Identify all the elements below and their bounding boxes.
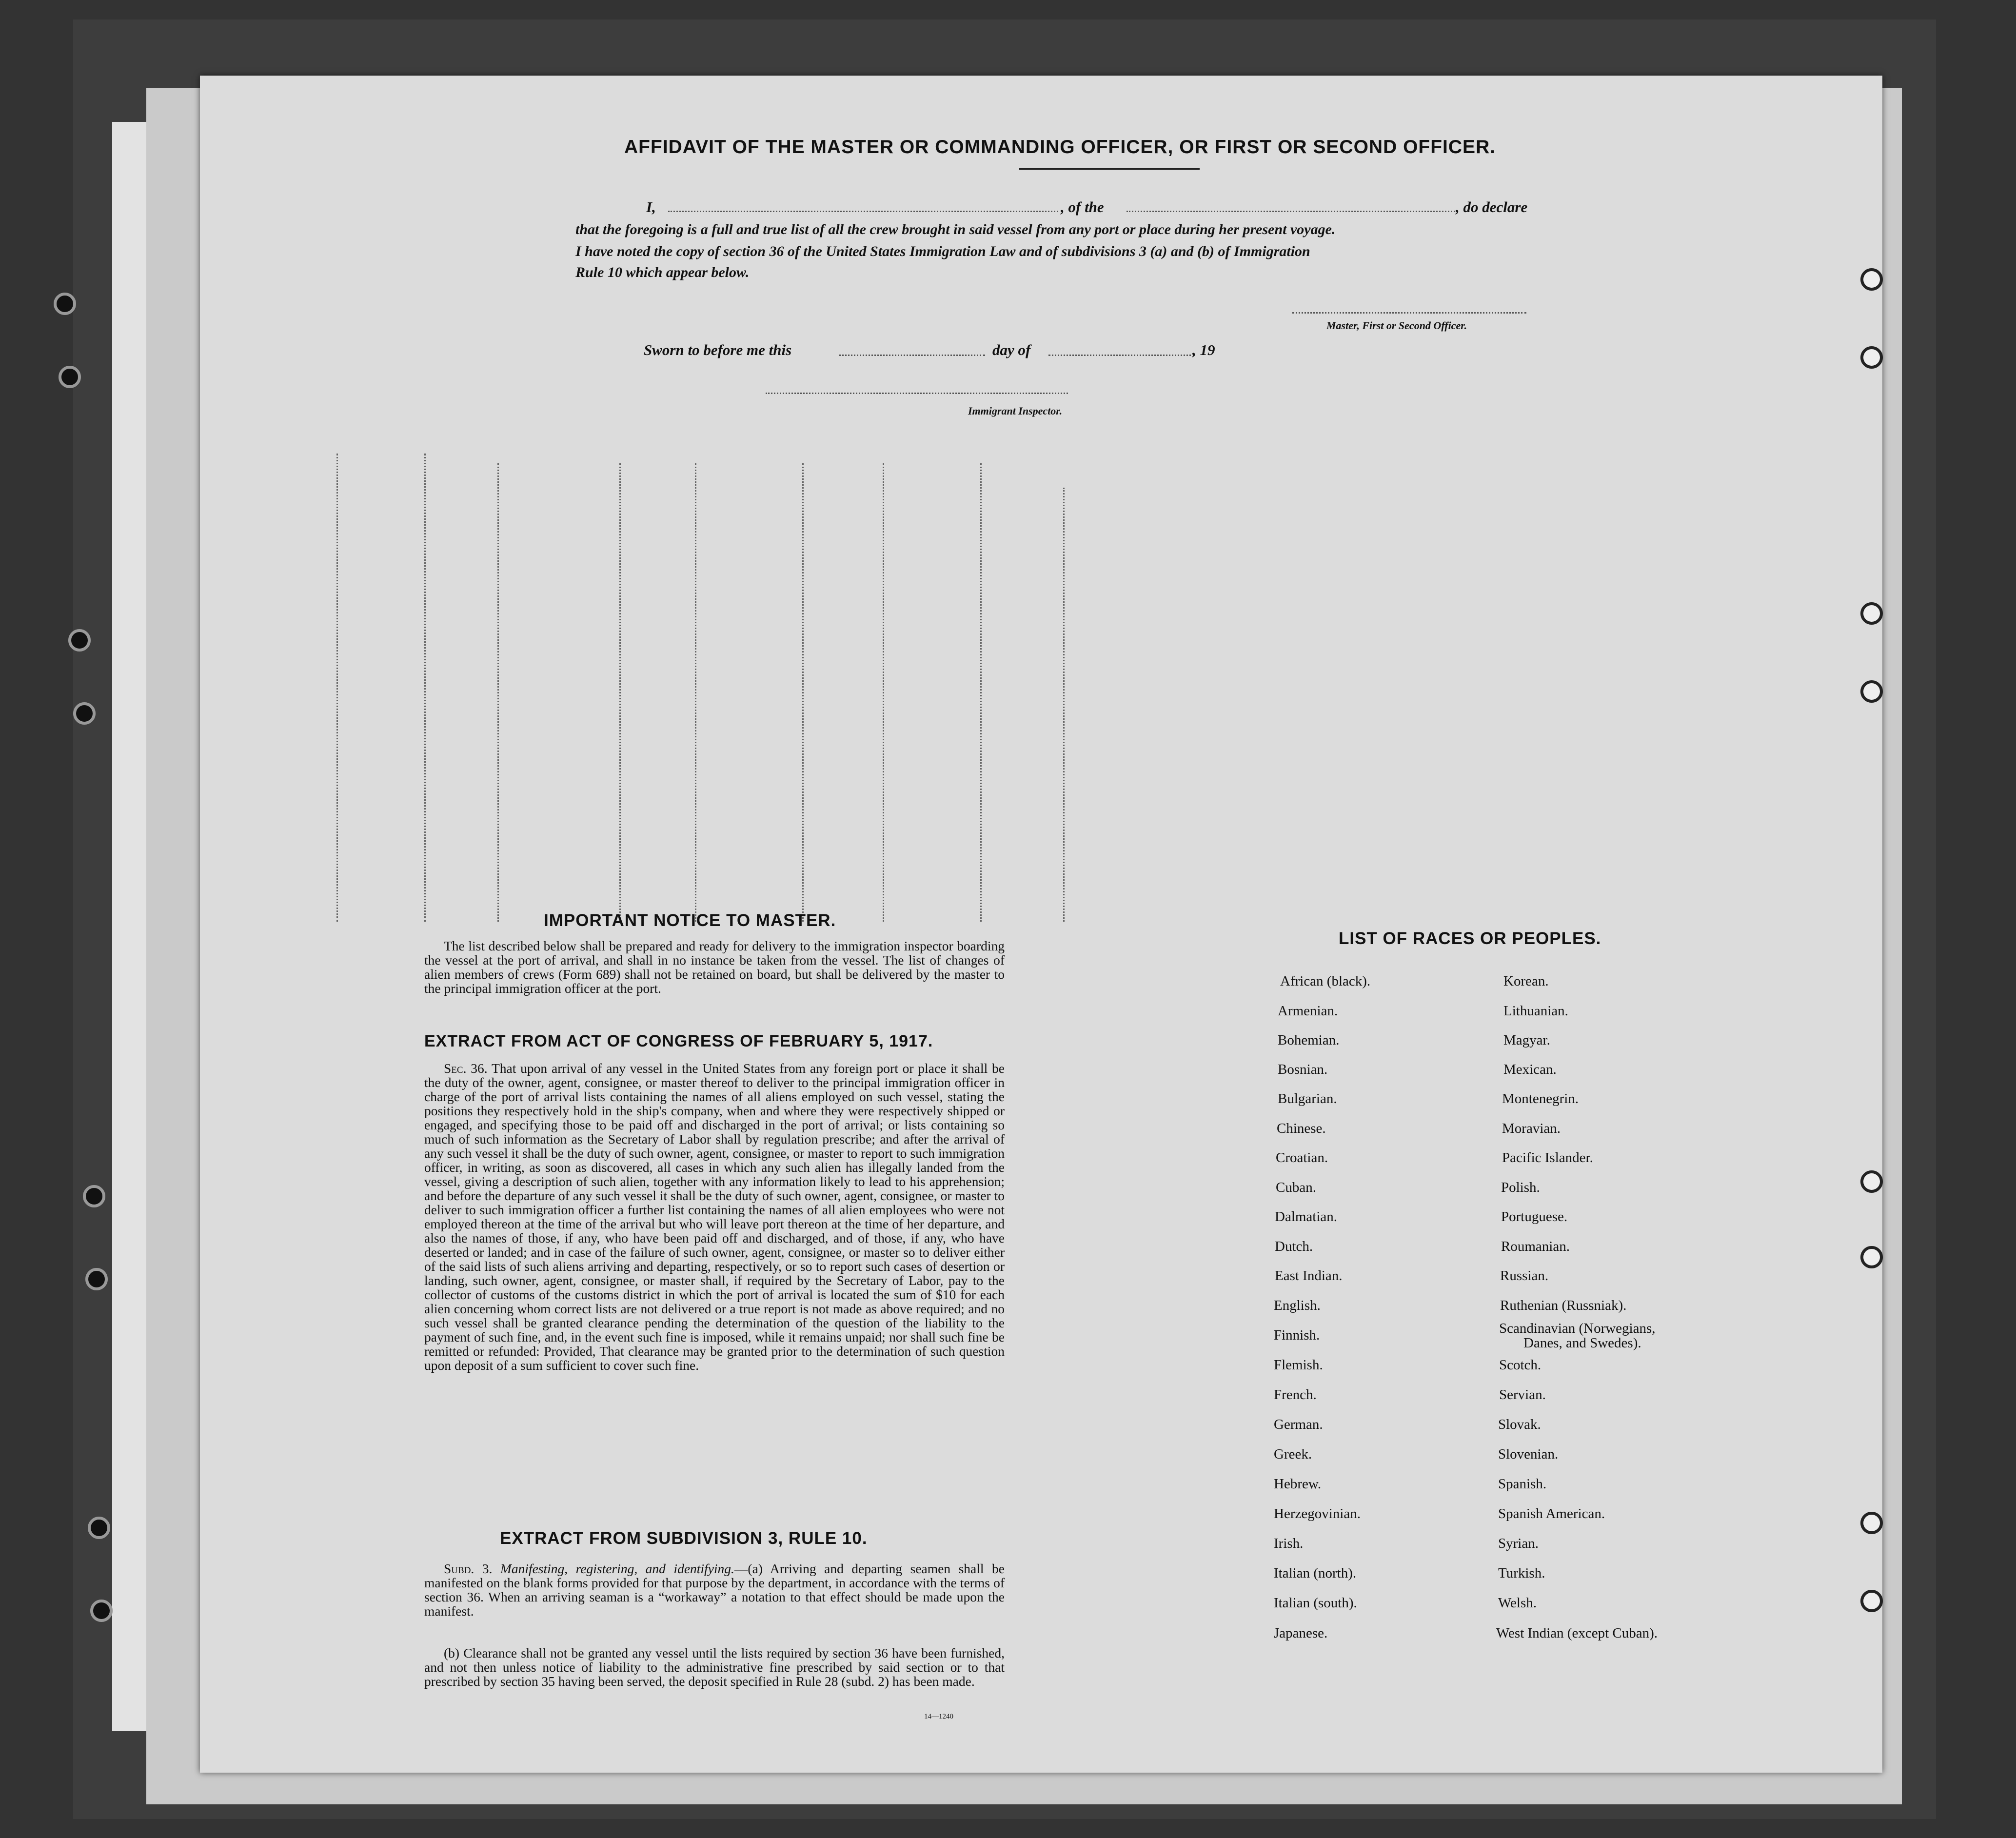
column-rule bbox=[802, 463, 804, 922]
binder-ring-hole bbox=[85, 1268, 108, 1290]
race-right: Ruthenian (Russniak). bbox=[1500, 1298, 1627, 1313]
rule-text-block bbox=[424, 1561, 1005, 1618]
race-left: Bosnian. bbox=[1278, 1062, 1328, 1077]
master-signature-line bbox=[1292, 312, 1526, 314]
race-right: Scotch. bbox=[1499, 1357, 1542, 1373]
race-left: Greek. bbox=[1274, 1446, 1312, 1462]
manifest-page bbox=[200, 76, 1882, 1773]
binder-ring-hole bbox=[59, 366, 81, 388]
name-blank bbox=[668, 211, 1058, 212]
punch-hole bbox=[1860, 602, 1883, 625]
act-text-block bbox=[424, 1061, 1005, 1372]
race-left: African (black). bbox=[1280, 973, 1371, 989]
notice-text: The list described below shall be prepared and ready for delivery to the immigration inspector boarding the vessel at the port of arrival, and shall in no instance be taken from the vessel. The list of changes of alien members of crews (Form 689) shall not be retained on board, but shall be delivered by the master to the principal immigration officer at the port. bbox=[424, 938, 1005, 996]
race-left: Hebrew. bbox=[1274, 1476, 1322, 1492]
affidavit-line-3: Rule 10 which appear below. bbox=[575, 264, 750, 280]
section-label: Sec. 36. bbox=[444, 1061, 488, 1076]
punch-hole bbox=[1860, 346, 1883, 369]
affidavit-line-2: I have noted the copy of section 36 of the United States Immigration Law and of subdivisions 3 (a) and (b) of Immigration bbox=[575, 243, 1310, 259]
column-rule bbox=[980, 463, 982, 922]
punch-hole bbox=[1860, 1590, 1883, 1612]
race-right: Spanish American. bbox=[1498, 1506, 1605, 1522]
column-rule bbox=[497, 463, 499, 922]
notice-title: IMPORTANT NOTICE TO MASTER. bbox=[544, 911, 836, 930]
punch-hole bbox=[1860, 680, 1883, 703]
race-right: Syrian. bbox=[1498, 1536, 1539, 1551]
race-right-cont: Danes, and Swedes). bbox=[1523, 1335, 1641, 1351]
race-right: Korean. bbox=[1503, 973, 1549, 989]
race-right: Servian. bbox=[1499, 1387, 1546, 1403]
race-left: Bulgarian. bbox=[1278, 1091, 1337, 1107]
subdivision-b-text: (b) Clearance shall not be granted any vessel until the lists required by section 36 have been furnished, and not then unless notice of liability to the administrative fine prescribed by said section or to that prescribed by section 35 having been served, the deposit specified in Rule 28 (subd. 2) has been made. bbox=[424, 1645, 1005, 1689]
race-right: Spanish. bbox=[1498, 1476, 1547, 1492]
sworn-day-blank bbox=[839, 355, 985, 356]
affidavit-of-the: , of the bbox=[1061, 198, 1104, 216]
column-rule bbox=[695, 463, 696, 922]
race-left: Chinese. bbox=[1277, 1121, 1326, 1136]
race-left: Japanese. bbox=[1274, 1625, 1328, 1641]
sworn-text: Sworn to before me this bbox=[644, 341, 792, 358]
affidavit-do-declare: , do declare bbox=[1456, 198, 1528, 216]
race-right: Lithuanian. bbox=[1503, 1003, 1568, 1019]
subdivision-a-text: —(a) Arriving and departing seamen shall be manifested on the blank forms provided for that purpose by the department, in accordance with the terms of section 36. When an arriving seaman is a “workaway” a notation to that effect should be made upon the manifest. bbox=[424, 1561, 1005, 1619]
race-right: Pacific Islander. bbox=[1502, 1150, 1593, 1166]
column-rule bbox=[1063, 488, 1065, 922]
race-right: Russian. bbox=[1500, 1268, 1549, 1284]
race-right: Slovak. bbox=[1498, 1417, 1541, 1432]
race-left: Dutch. bbox=[1275, 1239, 1313, 1254]
column-rule bbox=[619, 463, 621, 922]
column-rule bbox=[424, 454, 426, 922]
binder-ring-hole bbox=[90, 1600, 113, 1622]
column-rule bbox=[883, 463, 884, 922]
race-left: English. bbox=[1274, 1298, 1321, 1313]
race-left: Italian (south). bbox=[1274, 1595, 1357, 1611]
race-left: Bohemian. bbox=[1278, 1032, 1340, 1048]
race-right: West Indian (except Cuban). bbox=[1496, 1625, 1658, 1641]
race-left: Flemish. bbox=[1274, 1357, 1323, 1373]
vessel-blank bbox=[1127, 211, 1458, 212]
binder-ring-hole bbox=[73, 702, 96, 725]
race-right: Moravian. bbox=[1502, 1121, 1561, 1136]
master-signature-label: Master, First or Second Officer. bbox=[1326, 319, 1467, 332]
race-right: Portuguese. bbox=[1501, 1209, 1568, 1225]
affidavit-i: I, bbox=[646, 198, 656, 216]
title-underline bbox=[1019, 168, 1200, 170]
race-right: Scandinavian (Norwegians, bbox=[1499, 1321, 1656, 1336]
section-36-text: That upon arrival of any vessel in the United States from any foreign port or place it shall be the duty of the owner, agent, consignee, or master thereof to deliver to the principal immigration officer in charge of the port of arrival lists containing the names of all aliens employed on such vessel, stating the positions they respectively hold in the ship's company, when and where they were respectively shipped or engaged, and specifying those to be paid off and discharged in the port of arrival; or lists containing so much of such information as the Secretary of Labor shall by regulation prescribe; and after the arrival of any such vessel it shall be the duty of such owner, agent, consignee, or master to report to such immigration officer, in writing, as soon as discovered, all cases in which any such alien has illegally landed from the vessel, giving a description of such alien, together with any information likely to lead to his apprehension; and before the departure of any such vessel it shall be the duty of such owner, agent, consignee, or master to deliver to such immigration officer a further list containing the names of all alien employees who were not employed thereon at the time of the arrival but who will leave port thereon at the time of her departure, and also the names of those, if any, who have been paid off and discharged, and of those, if any, who have deserted or landed; and in case of the failure of such owner, agent, consignee, or master so to deliver either of the said lists of such aliens arriving and departing, respectively, or so to report such cases of desertion or landing, such owner, agent, consignee, or master shall, if required by the Secretary of Labor, pay to the collector of customs of the customs district in which the port of arrival is located the sum of $10 for each alien concerning whom correct lists are not delivered or a true report is not made as above required; and no such vessel shall be granted clearance pending the determination of the question of the liability to the payment of such fine, and, in the event such fine is imposed, while it remains unpaid; nor shall such fine be remitted or refunded: Provided, That clearance may be granted prior to the determination of such question upon deposit of a sum sufficient to cover such fine. bbox=[424, 1061, 1005, 1373]
month-blank bbox=[1048, 355, 1195, 356]
affidavit-title: AFFIDAVIT OF THE MASTER OR COMMANDING OFFICER, OR FIRST OR SECOND OFFICER. bbox=[624, 137, 1496, 158]
punch-hole bbox=[1860, 1170, 1883, 1193]
binder-ring-hole bbox=[88, 1517, 110, 1539]
form-number: 14—1240 bbox=[924, 1713, 953, 1720]
column-rule bbox=[336, 454, 338, 922]
subdivision-heading: Manifesting, registering, and identifying. bbox=[500, 1561, 734, 1576]
punch-hole bbox=[1860, 268, 1883, 291]
race-right: Turkish. bbox=[1498, 1565, 1545, 1581]
binder-ring-hole bbox=[83, 1185, 105, 1207]
race-left: East Indian. bbox=[1275, 1268, 1343, 1284]
race-right: Roumanian. bbox=[1501, 1239, 1570, 1254]
race-right: Welsh. bbox=[1498, 1595, 1537, 1611]
subdivision-label: Subd. 3. bbox=[444, 1561, 493, 1576]
race-left: Dalmatian. bbox=[1275, 1209, 1338, 1225]
race-right: Montenegrin. bbox=[1502, 1091, 1579, 1107]
day-of-text: day of bbox=[992, 341, 1031, 358]
act-title: EXTRACT FROM ACT OF CONGRESS OF FEBRUARY 5, 1917. bbox=[424, 1032, 933, 1050]
race-left: French. bbox=[1274, 1387, 1317, 1403]
binder-ring-hole bbox=[68, 629, 91, 652]
race-left: Irish. bbox=[1274, 1536, 1304, 1551]
race-right: Mexican. bbox=[1503, 1062, 1557, 1077]
year-text: , 19 bbox=[1192, 341, 1215, 358]
race-left: Italian (north). bbox=[1274, 1565, 1357, 1581]
race-left: Herzegovinian. bbox=[1274, 1506, 1361, 1522]
binder-ring-hole bbox=[54, 293, 76, 315]
punch-hole bbox=[1860, 1246, 1883, 1268]
race-left: German. bbox=[1274, 1417, 1323, 1432]
affidavit-line-1: that the foregoing is a full and true list of all the crew brought in said vessel from any port or place during her present voyage. bbox=[575, 221, 1336, 237]
race-left: Armenian. bbox=[1278, 1003, 1338, 1019]
punch-hole bbox=[1860, 1512, 1883, 1534]
race-left: Finnish. bbox=[1274, 1327, 1320, 1343]
race-left: Cuban. bbox=[1276, 1180, 1316, 1195]
race-right: Magyar. bbox=[1503, 1032, 1550, 1048]
races-title: LIST OF RACES OR PEOPLES. bbox=[1339, 929, 1601, 948]
inspector-signature-label: Immigrant Inspector. bbox=[968, 405, 1063, 417]
inspector-signature-line bbox=[766, 393, 1068, 394]
rule-title: EXTRACT FROM SUBDIVISION 3, RULE 10. bbox=[500, 1529, 868, 1548]
race-right: Polish. bbox=[1501, 1180, 1540, 1195]
race-left: Croatian. bbox=[1276, 1150, 1328, 1166]
race-right: Slovenian. bbox=[1498, 1446, 1559, 1462]
